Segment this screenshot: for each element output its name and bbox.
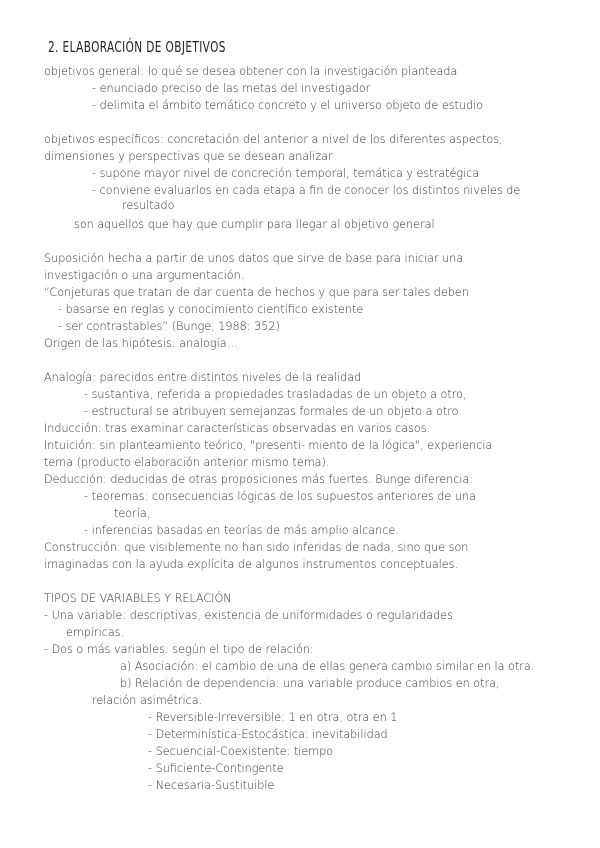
text-line: Suposición hecha a partir de unos datos que sirve de base para iniciar una bbox=[44, 252, 464, 265]
list-item: - Necesaria-Sustituible bbox=[148, 779, 275, 792]
bullet-line: - Dos o más variables: según el tipo de relación: bbox=[44, 643, 314, 656]
text-line: objetivos general: lo qué se desea obtener con la investigación planteada bbox=[44, 65, 458, 78]
text-line: relación asimétrica. bbox=[92, 694, 203, 707]
text-line: “Conjeturas que tratan de dar cuenta de hechos y que para ser tales deben bbox=[44, 286, 469, 299]
bullet-line: - delimita el ámbito temático concreto y el universo objeto de estudio bbox=[92, 99, 484, 112]
bullet-line: - conviene evaluarlos en cada etapa a fin de conocer los distintos niveles de bbox=[92, 184, 521, 197]
text-line: Construcción: que visiblemente no han sido inferidas de nada, sino que son bbox=[44, 541, 469, 554]
bullet-line: - teoremas: consecuencias lógicas de los supuestos anteriores de una bbox=[84, 490, 476, 503]
subheading: TIPOS DE VARIABLES Y RELACIÓN bbox=[44, 592, 232, 605]
text-line: resultado bbox=[122, 199, 175, 212]
text-line: teoría, bbox=[114, 507, 151, 520]
text-line: Analogía: parecidos entre distintos niveles de la realidad bbox=[44, 371, 362, 384]
text-line: Inducción: tras examinar características observadas en varios casos. bbox=[44, 422, 431, 435]
text-line: investigación o una argumentación. bbox=[44, 269, 245, 282]
bullet-line: - sustantiva, referida a propiedades trasladadas de un objeto a otro, bbox=[84, 388, 467, 401]
text-line: Deducción: deducidas de otras proposiciones más fuertes. Bunge diferencia: bbox=[44, 473, 474, 486]
text-line: son aquellos que hay que cumplir para llegar al objetivo general bbox=[74, 218, 435, 231]
text-line: dimensiones y perspectivas que se desean analizar bbox=[44, 150, 333, 163]
bullet-line: - enunciado preciso de las metas del investigador bbox=[92, 82, 371, 95]
text-line: empíricas. bbox=[66, 626, 125, 639]
text-line: Intuición: sin planteamiento teórico, "presenti- miento de la lógica", experiencia bbox=[44, 439, 493, 452]
text-line: imaginadas con la ayuda explícita de algunos instrumentos conceptuales. bbox=[44, 558, 459, 571]
list-item: - Secuencial-Coexistente: tiempo bbox=[148, 745, 334, 758]
section-title: 2. ELABORACIÓN DE OBJETIVOS bbox=[48, 38, 226, 56]
list-item: - Suficiente-Contingente bbox=[148, 762, 284, 775]
bullet-line: - basarse en reglas y conocimiento científico existente bbox=[58, 303, 364, 316]
bullet-line: - inferencias basadas en teorías de más amplio alcance. bbox=[84, 524, 399, 537]
bullet-line: - estructural se atribuyen semejanzas formales de un objeto a otro. bbox=[84, 405, 462, 418]
bullet-line: - Una variable: descriptivas, existencia de uniformidades o regularidades bbox=[44, 609, 453, 622]
text-line: objetivos específicos: concretación del anterior a nivel de los diferentes aspectos, bbox=[44, 133, 503, 146]
list-item: - Determinística-Estocástica: inevitabilidad bbox=[148, 728, 388, 741]
text-line: tema (producto elaboración anterior mismo tema). bbox=[44, 456, 330, 469]
text-line: b) Relación de dependencia: una variable produce cambios en otra, bbox=[120, 677, 500, 690]
text-line: a) Asociación: el cambio de una de ellas genera cambio similar en la otra. bbox=[120, 660, 535, 673]
text-line: Origen de las hipótesis: analogía… bbox=[44, 337, 238, 350]
list-item: - Reversible-Irreversible: 1 en otra, otra en 1 bbox=[148, 711, 398, 724]
bullet-line: - supone mayor nivel de concreción temporal, temática y estratégica bbox=[92, 167, 480, 180]
bullet-line: - ser contrastables” (Bunge, 1988: 352) bbox=[58, 320, 280, 333]
